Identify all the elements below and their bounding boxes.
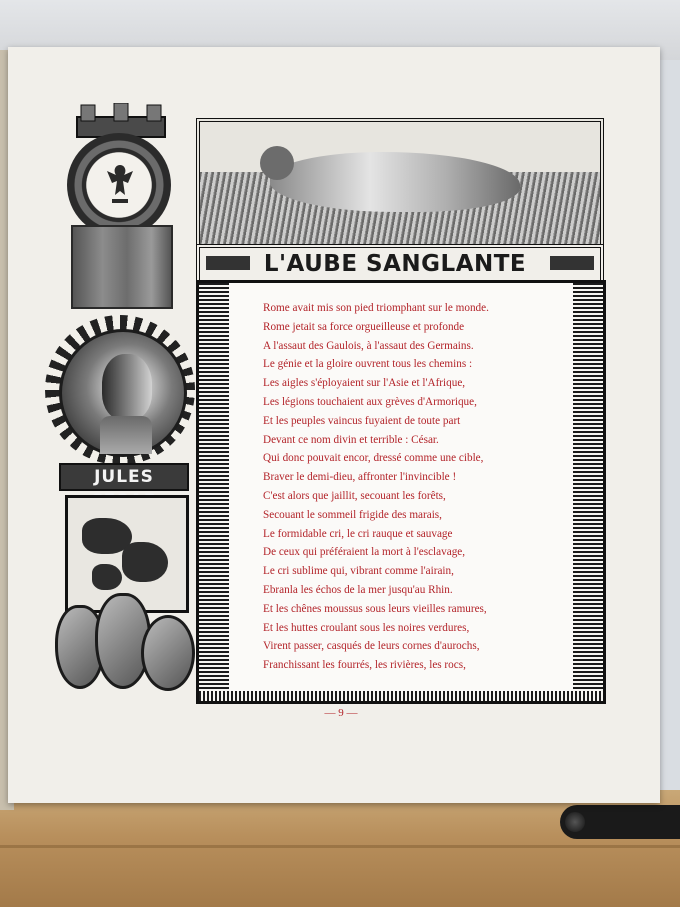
poem-line: Le formidable cri, le cri rauque et sauvage xyxy=(263,527,453,540)
poem-line: Braver le demi-dieu, affronter l'invincible ! xyxy=(263,471,457,484)
shields-illustration xyxy=(55,565,195,695)
laurel-medallion xyxy=(67,133,171,237)
fallen-warrior-illustration xyxy=(196,118,604,252)
poem-line: Qui donc pouvait encor, dressé comme une cible, xyxy=(263,452,484,465)
clip-bolt-icon xyxy=(565,812,585,832)
book-page xyxy=(8,47,660,803)
poem-line: Le cri sublime qui, vibrant comme l'airain, xyxy=(263,565,454,578)
poem-line: Ebranla les échos de la mer jusqu'au Rhin. xyxy=(263,583,453,596)
poem-frame xyxy=(196,280,606,704)
heading-bar-right xyxy=(550,256,594,270)
poem-line: Rome jetait sa force orgueilleuse et profonde xyxy=(263,320,465,333)
caesar-shoulders xyxy=(100,416,152,454)
portrait-caption: JULES xyxy=(59,463,189,491)
poem-line: De ceux qui préféraient la mort à l'esclavage, xyxy=(263,546,466,559)
poem-line: Virent passer, casqués de leurs cornes d'aurochs, xyxy=(263,640,480,653)
poem-line: A l'assaut des Gaulois, à l'assaut des Germains. xyxy=(263,339,474,352)
poem-line: Devant ce nom divin et terrible : César. xyxy=(263,433,439,446)
poem-line: Franchissant les fourrés, les rivières, les rocs, xyxy=(263,659,466,672)
page-number: — 9 — xyxy=(324,707,358,719)
caesar-head xyxy=(102,354,152,420)
poem-line: Et les peuples vaincus fuyaient de toute part xyxy=(263,414,461,427)
poem-line: Secouant le sommeil frigide des marais, xyxy=(263,508,442,521)
poem-text xyxy=(263,299,563,675)
poem-line: Les aigles s'éployaient sur l'Asie et l'Afrique, xyxy=(263,377,466,390)
warrior-head xyxy=(260,146,294,180)
frame-stripe-bottom xyxy=(199,691,603,701)
poem-line: C'est alors que jaillit, secouant les forêts, xyxy=(263,489,446,502)
caesar-portrait xyxy=(59,329,187,457)
frame-stripe-right xyxy=(573,283,603,701)
draped-banner xyxy=(71,225,173,309)
poem-line: Les légions touchaient aux grèves d'Armorique, xyxy=(263,395,477,408)
fallen-warrior-figure xyxy=(270,152,520,212)
left-ornament-column xyxy=(45,95,195,700)
heading-band xyxy=(196,244,604,284)
poem-line: Le génie et la gloire ouvrent tous les chemins : xyxy=(263,358,473,371)
frame-stripe-left xyxy=(199,283,229,701)
shelf-edge xyxy=(0,845,680,848)
poem-title: L'AUBE SANGLANTE xyxy=(263,251,527,277)
poem-line: Et les huttes croulant sous les noires verdures, xyxy=(263,621,470,634)
round-shield-icon xyxy=(141,615,195,691)
caesar-portrait-medallion xyxy=(45,315,195,465)
eagle-icon xyxy=(103,161,137,205)
poem-line: Et les chênes moussus sous leurs vieilles ramures, xyxy=(263,602,487,615)
poem-line: Rome avait mis son pied triomphant sur le monde. xyxy=(263,302,489,314)
heading-bar-left xyxy=(206,256,250,270)
